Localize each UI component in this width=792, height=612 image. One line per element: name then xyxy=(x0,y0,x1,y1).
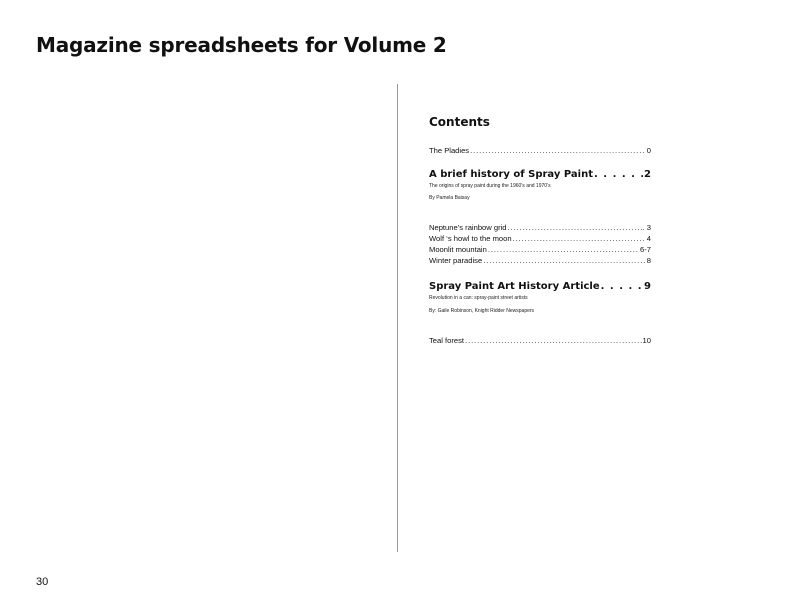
toc-entry-byline: By Pamela Baisay xyxy=(429,195,470,201)
toc-entry-item xyxy=(429,255,651,266)
toc-entry-pladies xyxy=(429,145,651,156)
toc-entry-teal-forest xyxy=(429,335,651,346)
toc-entry-title: Spray Paint Art History Article xyxy=(429,281,600,292)
toc-entry-spray-history xyxy=(429,168,651,182)
dot-leader xyxy=(601,280,643,294)
page-divider xyxy=(397,84,398,552)
toc-entry-title: Moonlit mountain xyxy=(429,245,487,254)
dot-leader xyxy=(470,145,646,156)
page-number: 30 xyxy=(36,576,49,588)
toc-group-teal xyxy=(429,335,651,346)
toc-entry-item xyxy=(429,222,651,233)
toc-entry-page: 2 xyxy=(644,169,651,180)
toc-entry-item xyxy=(429,244,651,255)
toc-entry-title: Teal forest xyxy=(429,336,465,345)
dot-leader xyxy=(594,168,643,182)
toc-entry-subtitle: Revolution in a can: spray-paint street artists xyxy=(429,295,528,301)
toc-entry-subtitle: The origins of spray paint during the 1960’s and 1970’s xyxy=(429,183,551,189)
table-of-contents xyxy=(429,115,651,346)
dot-leader xyxy=(508,222,642,233)
toc-entry-page: 0 xyxy=(646,146,651,155)
toc-entry-page: 4 xyxy=(646,234,651,243)
toc-group-art-history xyxy=(429,280,651,315)
toc-entry-page: 8 xyxy=(646,256,651,265)
dot-leader xyxy=(513,233,646,244)
toc-group-spray-history xyxy=(429,168,651,202)
toc-entry-byline: By: Gaile Robinson, Knight Ridder Newspapers xyxy=(429,308,535,314)
dot-leader xyxy=(465,335,642,346)
dot-leader xyxy=(483,255,646,266)
toc-entry-title: Neptune’s rainbow grid xyxy=(429,223,507,232)
toc-entry-title: Winter paradise xyxy=(429,256,483,265)
toc-entry-page: . 3 xyxy=(642,223,651,232)
page-title: Magazine spreadsheets for Volume 2 xyxy=(36,33,447,57)
toc-entry-art-history xyxy=(429,280,651,294)
toc-group-pladies xyxy=(429,145,651,156)
toc-entry-page: 10 xyxy=(642,336,651,345)
dot-leader xyxy=(488,244,639,255)
toc-entry-item xyxy=(429,233,651,244)
contents-heading: Contents xyxy=(429,115,490,129)
toc-entry-title: Wolf ‘s howl to the moon xyxy=(429,234,512,243)
toc-entry-title: The Pladies xyxy=(429,146,470,155)
toc-group-artworks xyxy=(429,222,651,266)
toc-entry-page: 6-7 xyxy=(640,245,651,254)
toc-entry-title: A brief history of Spray Paint xyxy=(429,169,594,180)
toc-entry-page: 9 xyxy=(644,281,651,292)
